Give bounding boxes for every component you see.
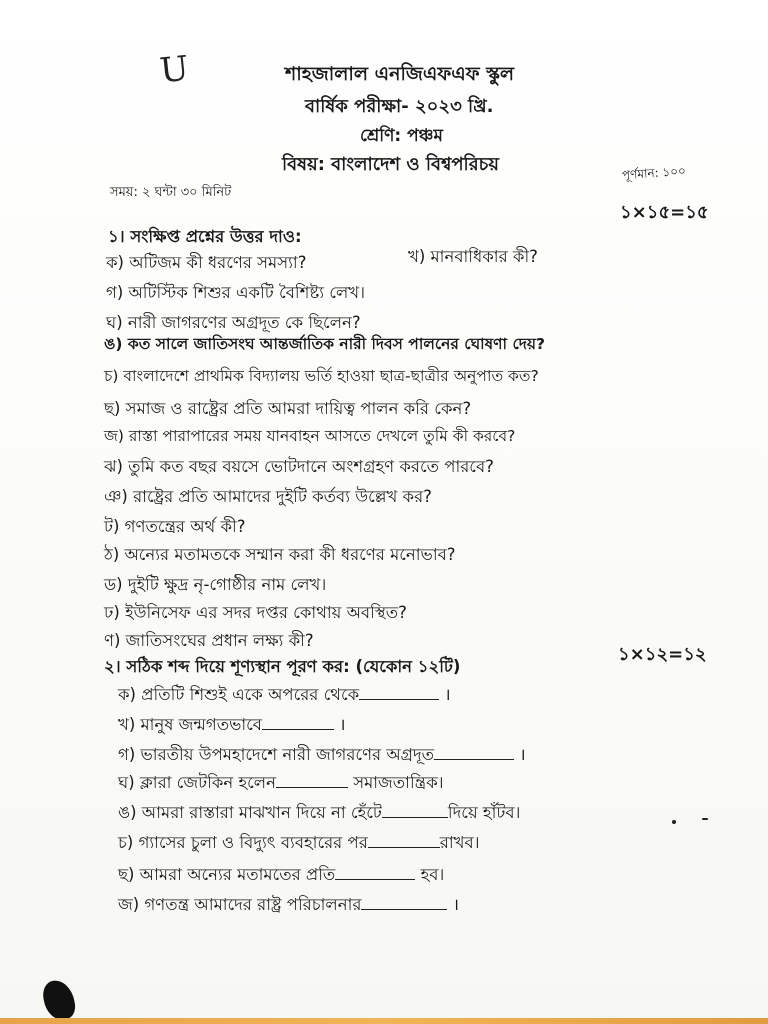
fill-item-gha: ঘ) ক্লারা জেটকিন হলেন সমাজতান্ত্রিক।: [118, 773, 444, 792]
subject-label: বিষয়: বাংলাদেশ ও বিশ্বপরিচয়: [282, 154, 499, 175]
question-ka: ক) অটিজম কী ধরণের সমস্যা?: [106, 253, 307, 272]
answer-blank: [382, 803, 448, 818]
exam-time: সময়: ২ ঘন্টা ৩০ মিনিট: [110, 185, 232, 200]
answer-blank: [368, 833, 440, 848]
answer-blank: [361, 895, 447, 910]
question-tha: ঠ) অন্যের মতামতকে সম্মান করা কী ধরণের মনোভাব?: [104, 545, 456, 564]
question-na: ণ) জাতিসংঘের প্রধান লক্ষ্য কী?: [104, 631, 314, 650]
class-label: শ্রেণি: পঞ্চম: [360, 126, 443, 146]
question-dha: ঢ) ইউনিসেফ এর সদর দপ্তর কোথায় অবস্থিত?: [104, 603, 407, 622]
question-chha: ছ) সমাজ ও রাষ্ট্রের প্রতি আমরা দায়িত্ব পালন করি কেন?: [104, 399, 472, 418]
question-kha: খ) মানবাধিকার কী?: [408, 247, 538, 266]
handwritten-margin-mark: U: [157, 48, 191, 92]
question-jha: ঝ) তুমি কত বছর বয়সে ভোটদানে অংশগ্রহণ করতে পারবে?: [104, 457, 494, 476]
question-ga: গ) অটিস্টিক শিশুর একটি বৈশিষ্ট্য লেখ।: [106, 283, 366, 302]
question-gha: ঘ) নারী জাগরণের অগ্রদূত কে ছিলেন?: [106, 313, 361, 332]
question-umo: ঙ) কত সালে জাতিসংঘ আন্তর্জাতিক নারী দিবস পালনের ঘোষণা দেয়?: [104, 335, 545, 353]
exam-title: বার্ষিক পরীক্ষা- ২০২৩ খ্রি.: [305, 96, 494, 117]
answer-blank: [359, 685, 439, 700]
stray-mark: [702, 818, 708, 820]
answer-blank: [335, 865, 415, 880]
fill-item-cha: চ) গ্যাসের চুলা ও বিদ্যুৎ ব্যবহারের পর রাখব।: [118, 833, 480, 852]
answer-blank: [276, 773, 348, 788]
fill-item-ja: জ) গণতন্ত্র আমাদের রাষ্ট্র পরিচালনার ।: [118, 895, 459, 914]
question-nio: ঞ) রাষ্ট্রের প্রতি আমাদের দুইটি কর্তব্য উল্লেখ কর?: [104, 487, 432, 506]
ink-smudge: [41, 978, 77, 1023]
question-ta: ট) গণতন্ত্রের অর্থ কী?: [104, 517, 246, 536]
page-edge: [0, 1018, 768, 1024]
question-cha: চ) বাংলাদেশে প্রাথমিক বিদ্যালয় ভর্তি হাওয়া ছাত্র-ছাত্রীর অনুপাত কত?: [104, 367, 539, 385]
section2-heading: ২। সঠিক শব্দ দিয়ে শূণ্যস্থান পূরণ কর: (যেকোন ১২টি): [104, 657, 461, 676]
fill-item-umo: ঙ) আমরা রাস্তারা মাঝখান দিয়ে না হেঁটে দিয়ে হাঁটব।: [118, 803, 521, 822]
question-da: ড) দুইটি ক্ষুদ্র নৃ-গোষ্ঠীর নাম লেখ।: [104, 575, 327, 594]
fill-item-ka: ক) প্রতিটি শিশুই একে অপরের থেকে ।: [118, 685, 451, 704]
answer-blank: [262, 715, 334, 730]
fill-item-ga: গ) ভারতীয় উপমহাদেশে নারী জাগরণের অগ্রদূত ।: [118, 745, 526, 764]
section1-marks: ১×১৫=১৫: [620, 202, 709, 223]
school-name: শাহজালাল এনজিএফএফ স্কুল: [285, 63, 515, 85]
stray-mark: [672, 820, 676, 824]
full-marks: পূর্ণমান: ১০০: [621, 163, 687, 183]
answer-blank: [434, 745, 514, 760]
question-ja: জ) রাস্তা পারাপারের সময় যানবাহন আসতে দেখলে তুমি কী করবে?: [104, 427, 516, 445]
section1-heading: ১। সংক্ষিপ্ত প্রশ্নের উত্তর দাও:: [108, 227, 302, 246]
fill-item-kha: খ) মানুষ জন্মগতভাবে ।: [118, 715, 346, 734]
fill-item-chha: ছ) আমরা অন্যের মতামতের প্রতি হব।: [118, 865, 445, 884]
section2-marks: ১×১২=১২: [618, 644, 707, 665]
